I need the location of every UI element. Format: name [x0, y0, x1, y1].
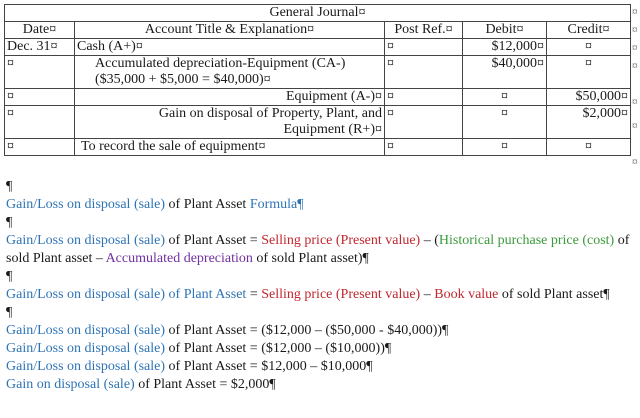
paragraph-mark: ¶ — [6, 305, 13, 320]
formula-text: of sold Plant asset – — [6, 233, 630, 266]
row-end-mark: ¤ — [632, 96, 638, 108]
formula-word: Formula¶ — [249, 197, 304, 212]
row-credit: ¤ — [547, 39, 631, 56]
row-end-mark: ¤ — [632, 156, 638, 168]
row-date: Dec. 31¤ — [5, 39, 75, 56]
formula-term: Gain/Loss on disposal (sale) of Plant Asset — [6, 287, 247, 302]
row-post-ref: ¤ — [385, 106, 463, 139]
row-account: Accumulated depreciation-Equipment (CA-) ($35,000 + $5,000 = $40,000)¤ — [75, 56, 385, 89]
row-credit: $50,000¤ — [547, 89, 631, 106]
table-row — [5, 56, 631, 89]
row-debit: $40,000¤ — [463, 56, 547, 89]
calc-line — [6, 358, 634, 376]
row-post-ref: ¤ — [385, 56, 463, 89]
row-end-mark: ¤ — [632, 42, 638, 54]
formula-book-value — [6, 286, 634, 304]
formula-text-block — [6, 178, 634, 394]
row-end-mark: ¤ — [632, 60, 638, 72]
historical-cost-term: Historical purchase price (cost) — [438, 233, 615, 248]
formula-text: of Plant Asset = — [165, 233, 262, 248]
row-end-mark: ¤ — [632, 120, 638, 132]
formula-term: Gain on disposal (sale) — [6, 377, 135, 392]
formula-text: – ( — [420, 233, 439, 248]
calc-line — [6, 322, 634, 340]
calc-text: of Plant Asset = $12,000 – $10,000¶ — [165, 359, 373, 374]
calc-text: of Plant Asset = $2,000¶ — [134, 377, 276, 392]
row-debit: ¤ — [463, 139, 547, 156]
formula-term: Gain/Loss on disposal (sale) — [6, 359, 166, 374]
formula-term: Gain/Loss on disposal (sale) — [6, 197, 166, 212]
formula-text: of sold Plant asset¶ — [498, 287, 610, 302]
row-account: Cash (A+)¤ — [75, 39, 385, 56]
formula-text: – — [420, 287, 435, 302]
calc-line — [6, 340, 634, 358]
formula-term: Gain/Loss on disposal (sale) — [6, 341, 166, 356]
formula-text: of sold Plant asset)¶ — [252, 251, 369, 266]
row-end-mark: ¤ — [632, 6, 638, 18]
journal-title-row — [5, 5, 631, 22]
journal-header-row — [5, 22, 631, 39]
selling-price-term: Selling price (Present value) — [261, 233, 421, 248]
formula-term: Gain/Loss on disposal (sale) — [6, 323, 166, 338]
header-account: Account Title & Explanation¤ — [75, 22, 385, 39]
formula-text: of Plant Asset — [165, 197, 250, 212]
paragraph-mark: ¶ — [6, 179, 13, 194]
formula-historical — [6, 232, 634, 268]
calc-line — [6, 376, 634, 394]
row-date: ¤ — [5, 56, 75, 89]
journal-title: General Journal¤ — [5, 5, 631, 22]
formula-term: Gain/Loss on disposal (sale) — [6, 233, 166, 248]
row-debit: ¤ — [463, 106, 547, 139]
table-row — [5, 89, 631, 106]
formula-title — [6, 196, 634, 214]
calc-text: of Plant Asset = ($12,000 – ($10,000))¶ — [165, 341, 392, 356]
row-account: Gain on disposal of Property, Plant, and Equipment (R+)¤ — [75, 106, 385, 139]
row-debit: ¤ — [463, 89, 547, 106]
row-date: ¤ — [5, 89, 75, 106]
header-post-ref: Post Ref.¤ — [385, 22, 463, 39]
book-value-term: Book value — [434, 287, 499, 302]
accumulated-depreciation-term: Accumulated depreciation — [105, 251, 253, 266]
paragraph-mark: ¶ — [6, 269, 13, 284]
table-row — [5, 139, 631, 156]
header-debit: Debit¤ — [463, 22, 547, 39]
row-post-ref: ¤ — [385, 139, 463, 156]
table-row — [5, 106, 631, 139]
row-date: ¤ — [5, 106, 75, 139]
row-debit: $12,000¤ — [463, 39, 547, 56]
header-credit: Credit¤ — [547, 22, 631, 39]
row-account: To record the sale of equipment¤ — [75, 139, 385, 156]
selling-price-term: Selling price (Present value) — [261, 287, 421, 302]
row-end-mark: ¤ — [632, 24, 638, 36]
table-row — [5, 39, 631, 56]
row-account: Equipment (A-)¤ — [75, 89, 385, 106]
row-post-ref: ¤ — [385, 89, 463, 106]
formula-text: = — [246, 287, 262, 302]
paragraph-mark: ¶ — [6, 215, 13, 230]
row-credit: ¤ — [547, 139, 631, 156]
row-credit: ¤ — [547, 56, 631, 89]
calc-text: of Plant Asset = ($12,000 – ($50,000 - $40,000))¶ — [165, 323, 449, 338]
header-date: Date¤ — [5, 22, 75, 39]
general-journal-table — [4, 4, 631, 156]
row-post-ref: ¤ — [385, 39, 463, 56]
row-credit: $2,000¤ — [547, 106, 631, 139]
row-date: ¤ — [5, 139, 75, 156]
